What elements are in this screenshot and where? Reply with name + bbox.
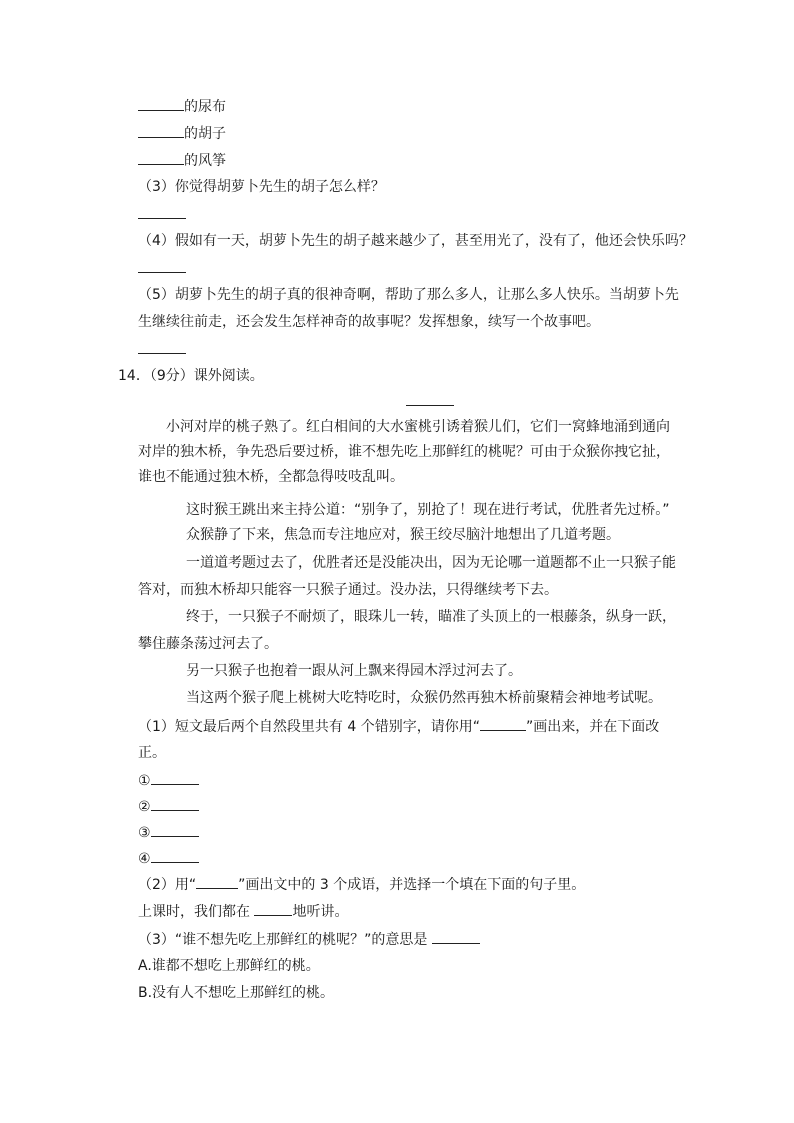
- fill-line-beard: [138, 123, 226, 144]
- underline-sample: [196, 874, 238, 889]
- q14-2-text-b: ”画出文中的 3 个成语，并选择一个填在下面的句子里。: [238, 877, 586, 893]
- correction-item-4: [138, 848, 199, 869]
- answer-blank[interactable]: [151, 796, 199, 811]
- q14-1-text-a: （1）短文最后两个自然段里共有 4 个错别字，请你用“: [138, 719, 480, 735]
- passage-line: 小河对岸的桃子熟了。红白相间的大水蜜桃引诱着猴儿们，它们一窝蜂地涌到通向: [166, 419, 670, 435]
- q14-2-sentence: [138, 901, 348, 922]
- passage-line: 终于，一只猴子不耐烦了，眼珠儿一转，瞄准了头顶上的一根藤条，纵身一跃，: [186, 609, 676, 625]
- fill-line-kite: [138, 150, 226, 171]
- correction-item-3: [138, 822, 199, 843]
- q14-2-text-a: （2）用“: [138, 877, 197, 893]
- option-b[interactable]: B.没有人不想吃上那鲜红的桃。: [138, 985, 335, 1001]
- answer-blank[interactable]: [151, 822, 199, 837]
- q14-2-prompt: [138, 874, 585, 895]
- passage-line: 攀住藤条荡过河去了。: [138, 636, 278, 652]
- passage-line: 对岸的独木桥，争先恐后要过桥，谁不想先吃上那鲜红的桃呢？可由于众猴你拽它扯，: [138, 444, 670, 460]
- item-number: ②: [138, 799, 151, 815]
- answer-blank[interactable]: [254, 901, 292, 916]
- q14-3-prompt: [138, 929, 480, 950]
- passage-title-blank[interactable]: [406, 405, 454, 406]
- answer-blank[interactable]: [151, 770, 199, 785]
- fill-text: 的风筝: [184, 153, 226, 169]
- q14-1-text-b: ”画出来，并在下面改: [525, 719, 660, 735]
- item-number: ①: [138, 773, 151, 789]
- passage-line: 答对，而独木桥却只能容一只猴子通过。没办法，只得继续考下去。: [138, 582, 558, 598]
- q14-3-text: （3）“谁不想先吃上那鲜红的桃呢？”的意思是: [138, 932, 432, 948]
- fill-text: 的尿布: [184, 99, 226, 115]
- answer-blank[interactable]: [138, 96, 184, 111]
- fill-line-diaper: [138, 96, 226, 117]
- q14-header: 14．（9分）课外阅读。: [118, 368, 264, 384]
- sentence-text-b: 地听讲。: [292, 904, 349, 920]
- item-number: ④: [138, 851, 151, 867]
- q13-3-answer-line[interactable]: [138, 204, 186, 225]
- correction-item-2: [138, 796, 199, 817]
- option-a[interactable]: A.谁都不想吃上那鲜红的桃。: [138, 958, 320, 974]
- answer-blank[interactable]: [151, 848, 199, 863]
- q13-5-prompt-line2: 生继续往前走，还会发生怎样神奇的故事呢？发挥想象，续写一个故事吧。: [138, 314, 600, 330]
- passage-line: 另一只猴子也抱着一跟从河上飘来得园木浮过河去了。: [186, 663, 522, 679]
- passage-line: 谁也不能通过独木桥，全都急得吱吱乱叫。: [138, 469, 404, 485]
- passage-line: 当这两个猴子爬上桃树大吃特吃时，众猴仍然再独木桥前聚精会神地考试呢。: [186, 690, 662, 706]
- q13-5-prompt-line1: （5）胡萝卜先生的胡子真的很神奇啊，帮助了那么多人，让那么多人快乐。当胡萝卜先: [138, 287, 679, 303]
- passage-line: 众猴静了下来，焦急而专注地应对，猴王绞尽脑汁地想出了几道考题。: [186, 527, 620, 543]
- q14-1-prompt-line1: [138, 716, 659, 737]
- q13-4-prompt: （4）假如有一天，胡萝卜先生的胡子越来越少了，甚至用光了，没有了，他还会快乐吗？: [138, 233, 693, 249]
- fill-text: 的胡子: [184, 126, 226, 142]
- q13-5-answer-line[interactable]: [138, 339, 186, 360]
- q14-1-prompt-line2: 正。: [138, 745, 166, 761]
- q13-4-answer-line[interactable]: [138, 258, 186, 279]
- sentence-text-a: 上课时，我们都在: [138, 904, 255, 920]
- answer-blank[interactable]: [138, 150, 184, 165]
- passage-line: 一道道考题过去了，优胜者还是没能决出，因为无论哪一道题都不止一只猴子能: [186, 555, 676, 571]
- correction-item-1: [138, 770, 199, 791]
- underline-sample: [480, 716, 526, 731]
- item-number: ③: [138, 825, 151, 841]
- answer-blank[interactable]: [138, 123, 184, 138]
- q13-3-prompt: （3）你觉得胡萝卜先生的胡子怎么样？: [138, 179, 385, 195]
- passage-line: 这时猴王跳出来主持公道：“别争了，别抢了！现在进行考试，优胜者先过桥。”: [186, 502, 670, 518]
- answer-blank[interactable]: [432, 929, 480, 944]
